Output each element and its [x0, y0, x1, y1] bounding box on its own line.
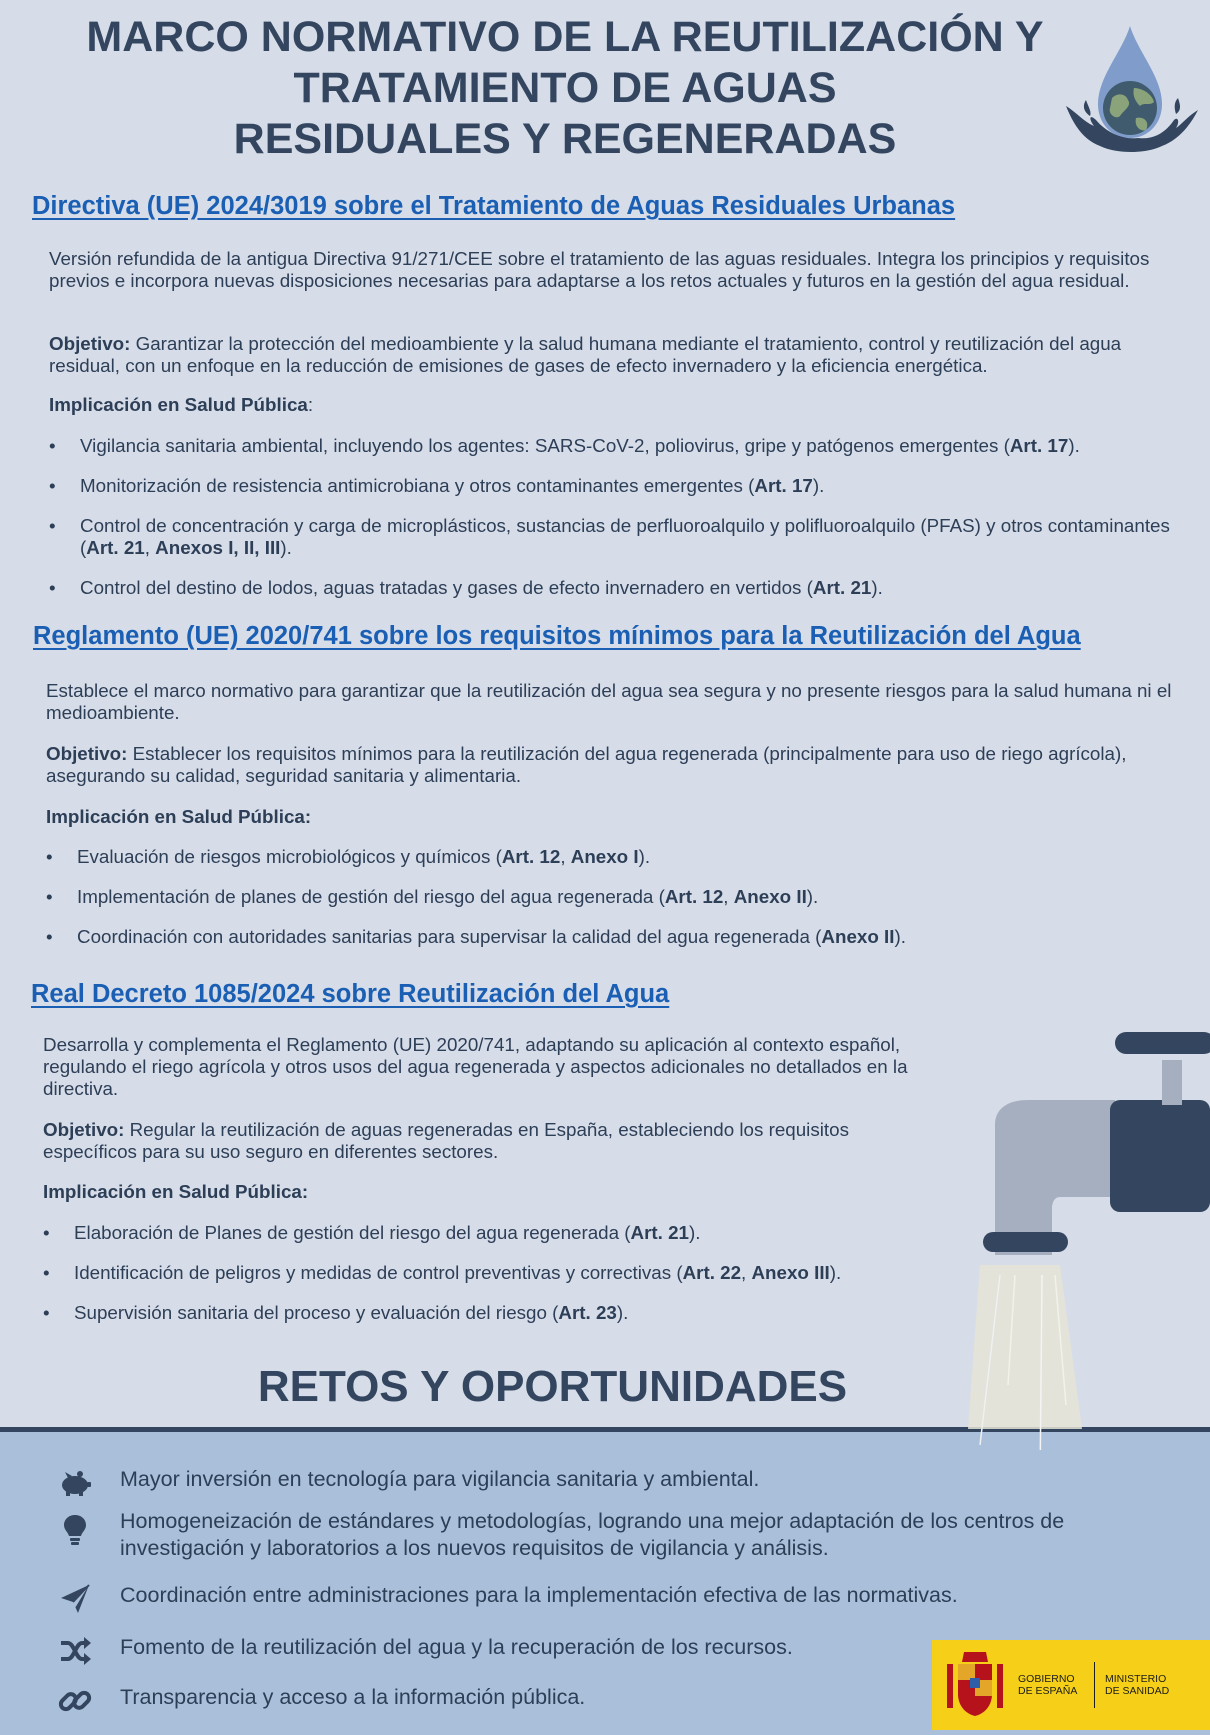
- paper-plane-icon: [58, 1582, 92, 1616]
- objective-label: Objetivo:: [46, 743, 128, 764]
- section-3-heading[interactable]: Real Decreto 1085/2024 sobre Reutilización del Agua: [31, 980, 670, 1008]
- retos-title: RETOS Y OPORTUNIDADES: [257, 1362, 848, 1411]
- lightbulb-icon: [58, 1512, 92, 1546]
- logo-gobierno-text: GOBIERNO DE ESPAÑA: [1018, 1673, 1078, 1697]
- section-3-implication: [43, 1181, 308, 1203]
- reto-text: Fomento de la reutilización del agua y la recuperación de los recursos.: [120, 1635, 793, 1659]
- objective-text: Establecer los requisitos mínimos para la reutilización del agua regenerada (principalmente para uso de riego agrícola), asegurando su calidad, seguridad sanitaria y alimentaria.: [46, 743, 1127, 786]
- link-icon: [58, 1684, 92, 1718]
- faucet-icon: [960, 1025, 1210, 1450]
- objective-text: Garantizar la protección del medioambiente y la salud humana mediante el tratamiento, control y reutilización del agua residual, con un enfoque en la reducción de emisiones de gases de efecto invernadero y la eficiencia energética.: [49, 333, 1122, 376]
- page-title: [30, 12, 1100, 165]
- section-2-bullets: [46, 846, 1196, 966]
- list-item: • Evaluación de riesgos microbiológicos y químicos (Art. 12, Anexo I).: [46, 846, 651, 867]
- list-item: • Identificación de peligros y medidas de control preventivas y correctivas (Art. 22, Anexo III).: [43, 1262, 842, 1283]
- logo-divider: [1094, 1662, 1095, 1708]
- logo-ministerio-text: MINISTERIO DE SANIDAD: [1105, 1673, 1170, 1697]
- list-item: • Control de concentración y carga de microplásticos, sustancias de perfluoroalquilo y polifluoroalquilo (PFAS) y otros contaminantes (Art. 21, Anexos I, II, III).: [49, 515, 1170, 558]
- gobierno-logo: [932, 1640, 1210, 1730]
- list-item: • Coordinación con autoridades sanitarias para supervisar la calidad del agua regenerada (Anexo II).: [46, 926, 906, 947]
- water-drop-earth-icon: [1062, 22, 1202, 162]
- section-2-implication: [46, 806, 311, 828]
- section-3-intro: Desarrolla y complementa el Reglamento (UE) 2020/741, adaptando su aplicación al contexto español, regulando el riego agrícola y otros usos del agua regenerada y aspectos adicionales no detallados en la directiva.: [43, 1034, 908, 1099]
- objective-label: Objetivo:: [49, 333, 131, 354]
- list-item: • Control del destino de lodos, aguas tratadas y gases de efecto invernadero en vertidos (Art. 21).: [49, 577, 883, 598]
- list-item: • Monitorización de resistencia antimicrobiana y otros contaminantes emergentes (Art. 17).: [49, 475, 825, 496]
- title-line-1: MARCO NORMATIVO DE LA REUTILIZACIÓN Y: [86, 13, 1044, 61]
- implication-label: Implicación en Salud Pública:: [43, 1181, 309, 1202]
- list-item: • Supervisión sanitaria del proceso y evaluación del riesgo (Art. 23).: [43, 1302, 629, 1323]
- section-3-bullets: [43, 1222, 943, 1342]
- section-1-intro: Versión refundida de la antigua Directiva 91/271/CEE sobre el tratamiento de las aguas residuales. Integra los principios y requisitos previos e incorpora nuevas disposiciones necesarias para adaptarse a los retos actuales y futuros en la gestión del agua residual.: [49, 248, 1150, 291]
- section-3-objective: [43, 1119, 943, 1163]
- title-line-2: TRATAMIENTO DE AGUAS: [293, 64, 837, 112]
- title-line-3: RESIDUALES Y REGENERADAS: [233, 115, 897, 163]
- list-item: • Elaboración de Planes de gestión del riesgo del agua regenerada (Art. 21).: [43, 1222, 701, 1243]
- objective-text: Regular la reutilización de aguas regeneradas en España, estableciendo los requisitos específicos para su uso seguro en diferentes sectores.: [43, 1119, 849, 1162]
- implication-label: Implicación en Salud Pública:: [46, 806, 312, 827]
- section-2-intro: Establece el marco normativo para garantizar que la reutilización del agua sea segura y no presente riesgos para la salud humana ni el medioambiente.: [46, 680, 1172, 723]
- section-1-implication: Implicación en Salud Pública:: [49, 394, 314, 415]
- reto-text: Coordinación entre administraciones para la implementación efectiva de las normativas.: [120, 1583, 958, 1607]
- piggy-bank-icon: [58, 1466, 92, 1500]
- reto-text: Transparencia y acceso a la información pública.: [120, 1685, 586, 1709]
- list-item: • Vigilancia sanitaria ambiental, incluyendo los agentes: SARS-CoV-2, poliovirus, gripe y patógenos emergentes (Art. 17).: [49, 435, 1080, 456]
- implication-label: Implicación en Salud Pública: [49, 394, 308, 415]
- section-1-objective: [49, 333, 1189, 377]
- shuffle-icon: [58, 1634, 92, 1668]
- section-1-heading[interactable]: Directiva (UE) 2024/3019 sobre el Tratamiento de Aguas Residuales Urbanas: [32, 192, 956, 220]
- section-2-objective: [46, 743, 1186, 787]
- section-2-heading[interactable]: Reglamento (UE) 2020/741 sobre los requisitos mínimos para la Reutilización del Agua: [33, 622, 1081, 650]
- section-1-bullets: [49, 435, 1199, 617]
- reto-text: Mayor inversión en tecnología para vigilancia sanitaria y ambiental.: [120, 1467, 760, 1491]
- coat-of-arms-icon: [944, 1650, 1006, 1720]
- reto-text: Homogeneización de estándares y metodologías, logrando una mejor adaptación de los centros de investigación y laboratorios a los nuevos requisitos de vigilancia y análisis.: [120, 1509, 1065, 1560]
- objective-label: Objetivo:: [43, 1119, 125, 1140]
- list-item: • Implementación de planes de gestión del riesgo del agua regenerada (Art. 12, Anexo II).: [46, 886, 819, 907]
